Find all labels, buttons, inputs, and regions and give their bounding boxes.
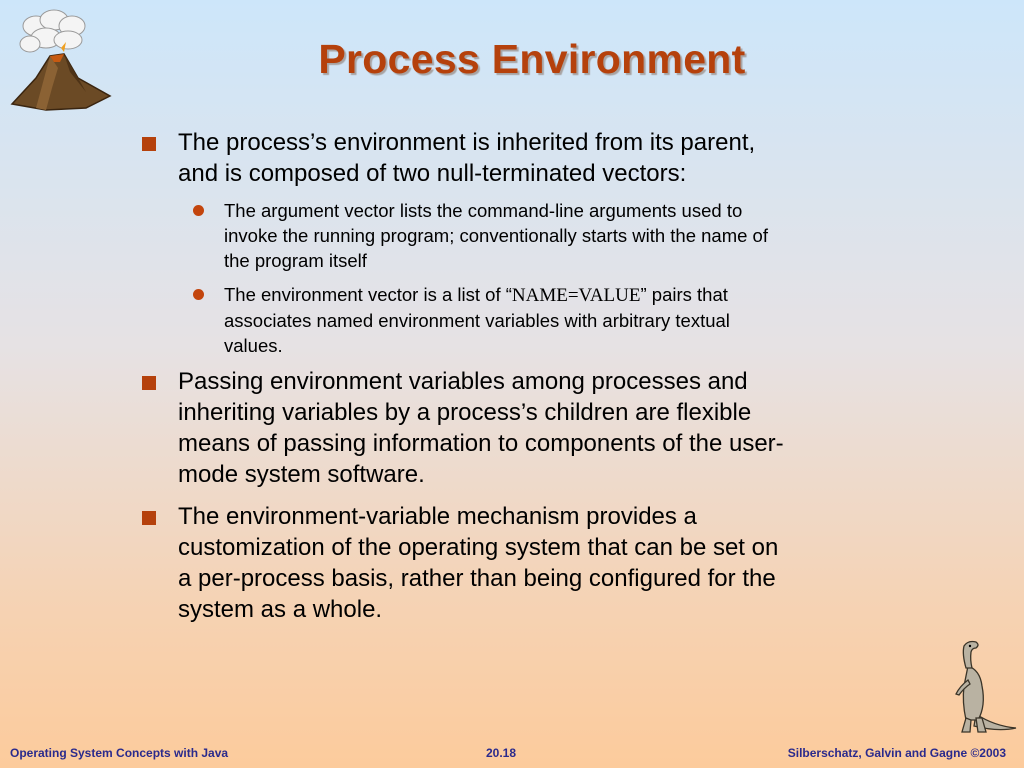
sub-bullet-line: invoke the running program; conventionally starts with the name of [224, 225, 768, 246]
dinosaur-mascot-icon [946, 636, 1020, 736]
bullet-dot [193, 205, 204, 216]
bullet-text [178, 127, 908, 189]
sub-bullet-line: values. [224, 335, 283, 356]
bullet-line: inheriting variables by a process’s children are flexible [178, 399, 752, 426]
bullet-line: means of passing information to components of the user- [178, 430, 784, 457]
bullet-line: a per-process basis, rather than being configured for the [178, 565, 776, 592]
bullet-line: system as a whole. [178, 596, 383, 623]
footer-page-number: 20.18 [486, 746, 517, 760]
footer-copyright: Silberschatz, Galvin and Gagne ©2003 [787, 746, 1006, 760]
bullet-text [178, 366, 908, 490]
sub-bullet-text [224, 282, 904, 358]
bullet-line: and is composed of two null-terminated vectors: [178, 160, 687, 187]
sub-bullet-line: The argument vector lists the command-line arguments used to [224, 200, 743, 221]
sub-bullet-text [224, 198, 904, 273]
slide-title: Process Environment [318, 36, 746, 82]
bullet-line: The environment-variable mechanism provides a [178, 503, 697, 530]
name-value-code: NAME=VALUE [511, 285, 641, 306]
bullet-line: mode system software. [178, 461, 425, 488]
bullet-text [178, 501, 908, 625]
bullet-line: Passing environment variables among processes and [178, 368, 748, 395]
sub-bullet-line: the program itself [224, 250, 367, 271]
bullet-square [142, 137, 156, 151]
bullet-line: The process’s environment is inherited from its parent, [178, 129, 756, 156]
bullet-square [142, 376, 156, 390]
bullet-dot [193, 289, 204, 300]
bullet-line: customization of the operating system that can be set on [178, 534, 779, 561]
sub-bullet-text-post: ” pairs that [640, 284, 728, 305]
bullet-square [142, 511, 156, 525]
sub-bullet-line [224, 282, 904, 308]
footer-course-title: Operating System Concepts with Java [10, 746, 229, 760]
sub-bullet-line: associates named environment variables with arbitrary textual [224, 310, 730, 331]
sub-bullet-text-pre: The environment vector is a list of “ [224, 284, 512, 305]
